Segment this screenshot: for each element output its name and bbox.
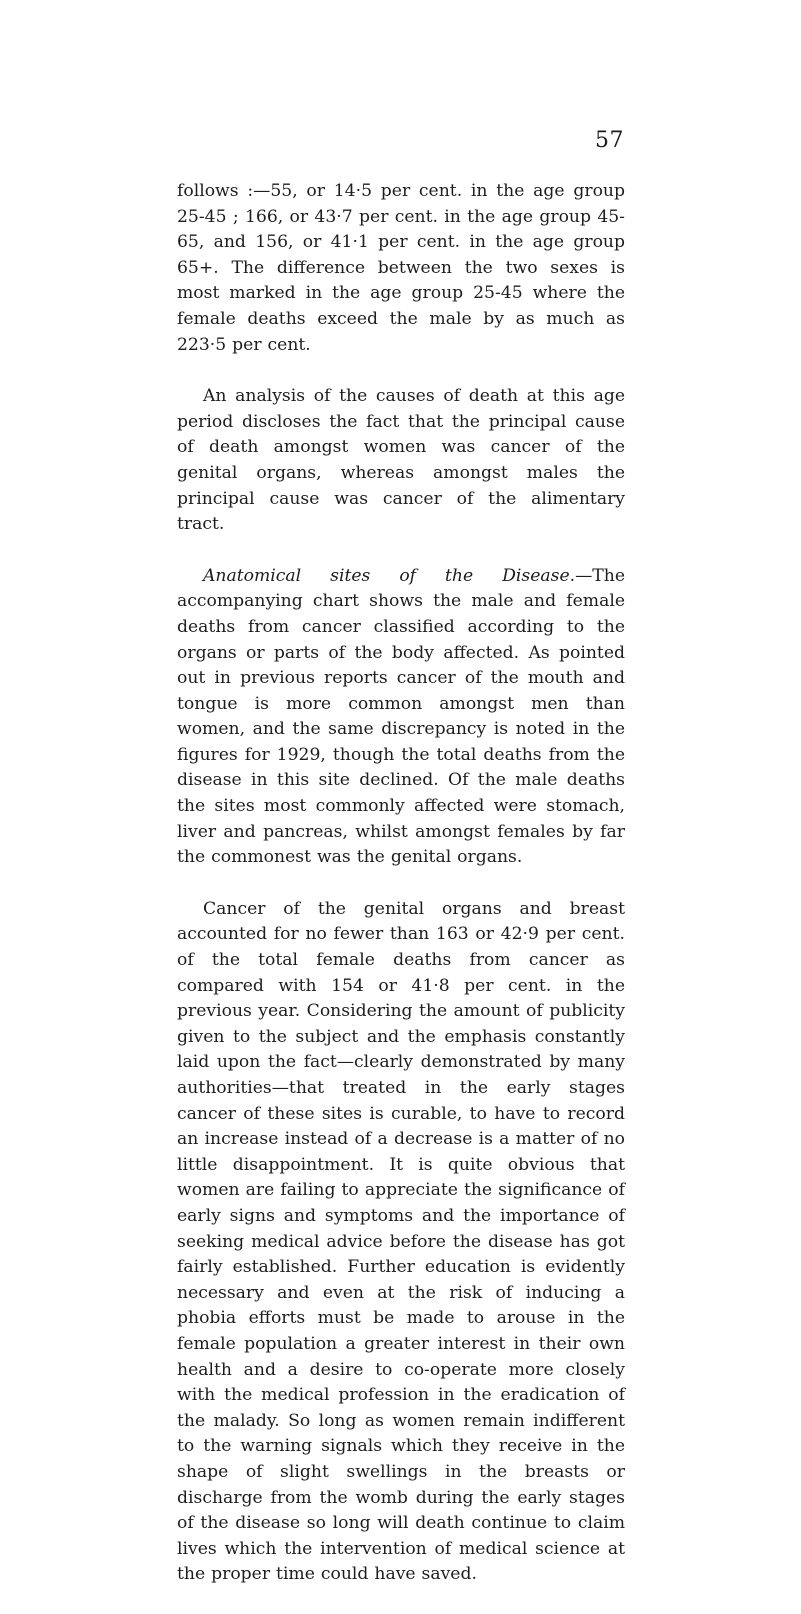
paragraph-anatomical-sites: [177, 564, 625, 871]
paragraph-text: Cancer of the genital organs and breast accounted for no fewer than 163 or 42·9 per cent. of the total female deaths from cancer as compared with 154 or 41·8 per cent. in the previous year. Considering the amount of publicity given to the subject and the emphasis constantly laid upon the fact—clearly demonstrated by many authorities—that treated in the early stages cancer of these sites is curable, to have to record an increase instead of a decrease is a matter of no little disappointment. It is quite obvious that women are failing to appreciate the significance of early signs and symptoms and the importance of seeking medical advice before the disease has got fairly established. Further education is evidently necessary and even at the risk of inducing a phobia efforts must be made to arouse in the female population a greater interest in their own health and a desire to co-operate more closely with the medical profession in the eradication of the malady. So long as women remain indifferent to the warning signals which they receive in the shape of slight swellings in the breasts or discharge from the womb during the early stages of the disease so long will death continue to claim lives which the intervention of medical science at the proper time could have saved.: [177, 898, 625, 1585]
run-in-heading: Anatomical sites of the Disease.: [203, 565, 576, 586]
paragraph-age-groups: [177, 179, 625, 358]
page-number: 57: [595, 128, 624, 153]
paragraph-causes-of-death: [177, 384, 625, 538]
paragraph-genital-breast-cancer: [177, 897, 625, 1588]
body-text: [177, 179, 625, 1614]
paragraph-text: —The accompanying chart shows the male and female deaths from cancer classified according to the organs or parts of the body affected. As pointed out in previous reports cancer of the mouth and tongue is more common amongst men than women, and the same discrepancy is noted in the figures for 1929, though the total deaths from the disease in this site declined. Of the male deaths the sites most commonly affected were stomach, liver and pancreas, whilst amongst females by far the commonest was the genital organs.: [177, 565, 625, 868]
paragraph-text: An analysis of the causes of death at this age period discloses the fact that the principal cause of death amongst women was cancer of the genital organs, whereas amongst males the principal cause was cancer of the alimentary tract.: [177, 386, 625, 535]
paragraph-text: follows :—55, or 14·5 per cent. in the age group 25-45 ; 166, or 43·7 per cent. in the age group 45-65, and 156, or 41·1 per cent. in the age group 65+. The difference between the two sexes is most marked in the age group 25-45 where the female deaths exceed the male by as much as 223·5 per cent.: [177, 181, 625, 355]
